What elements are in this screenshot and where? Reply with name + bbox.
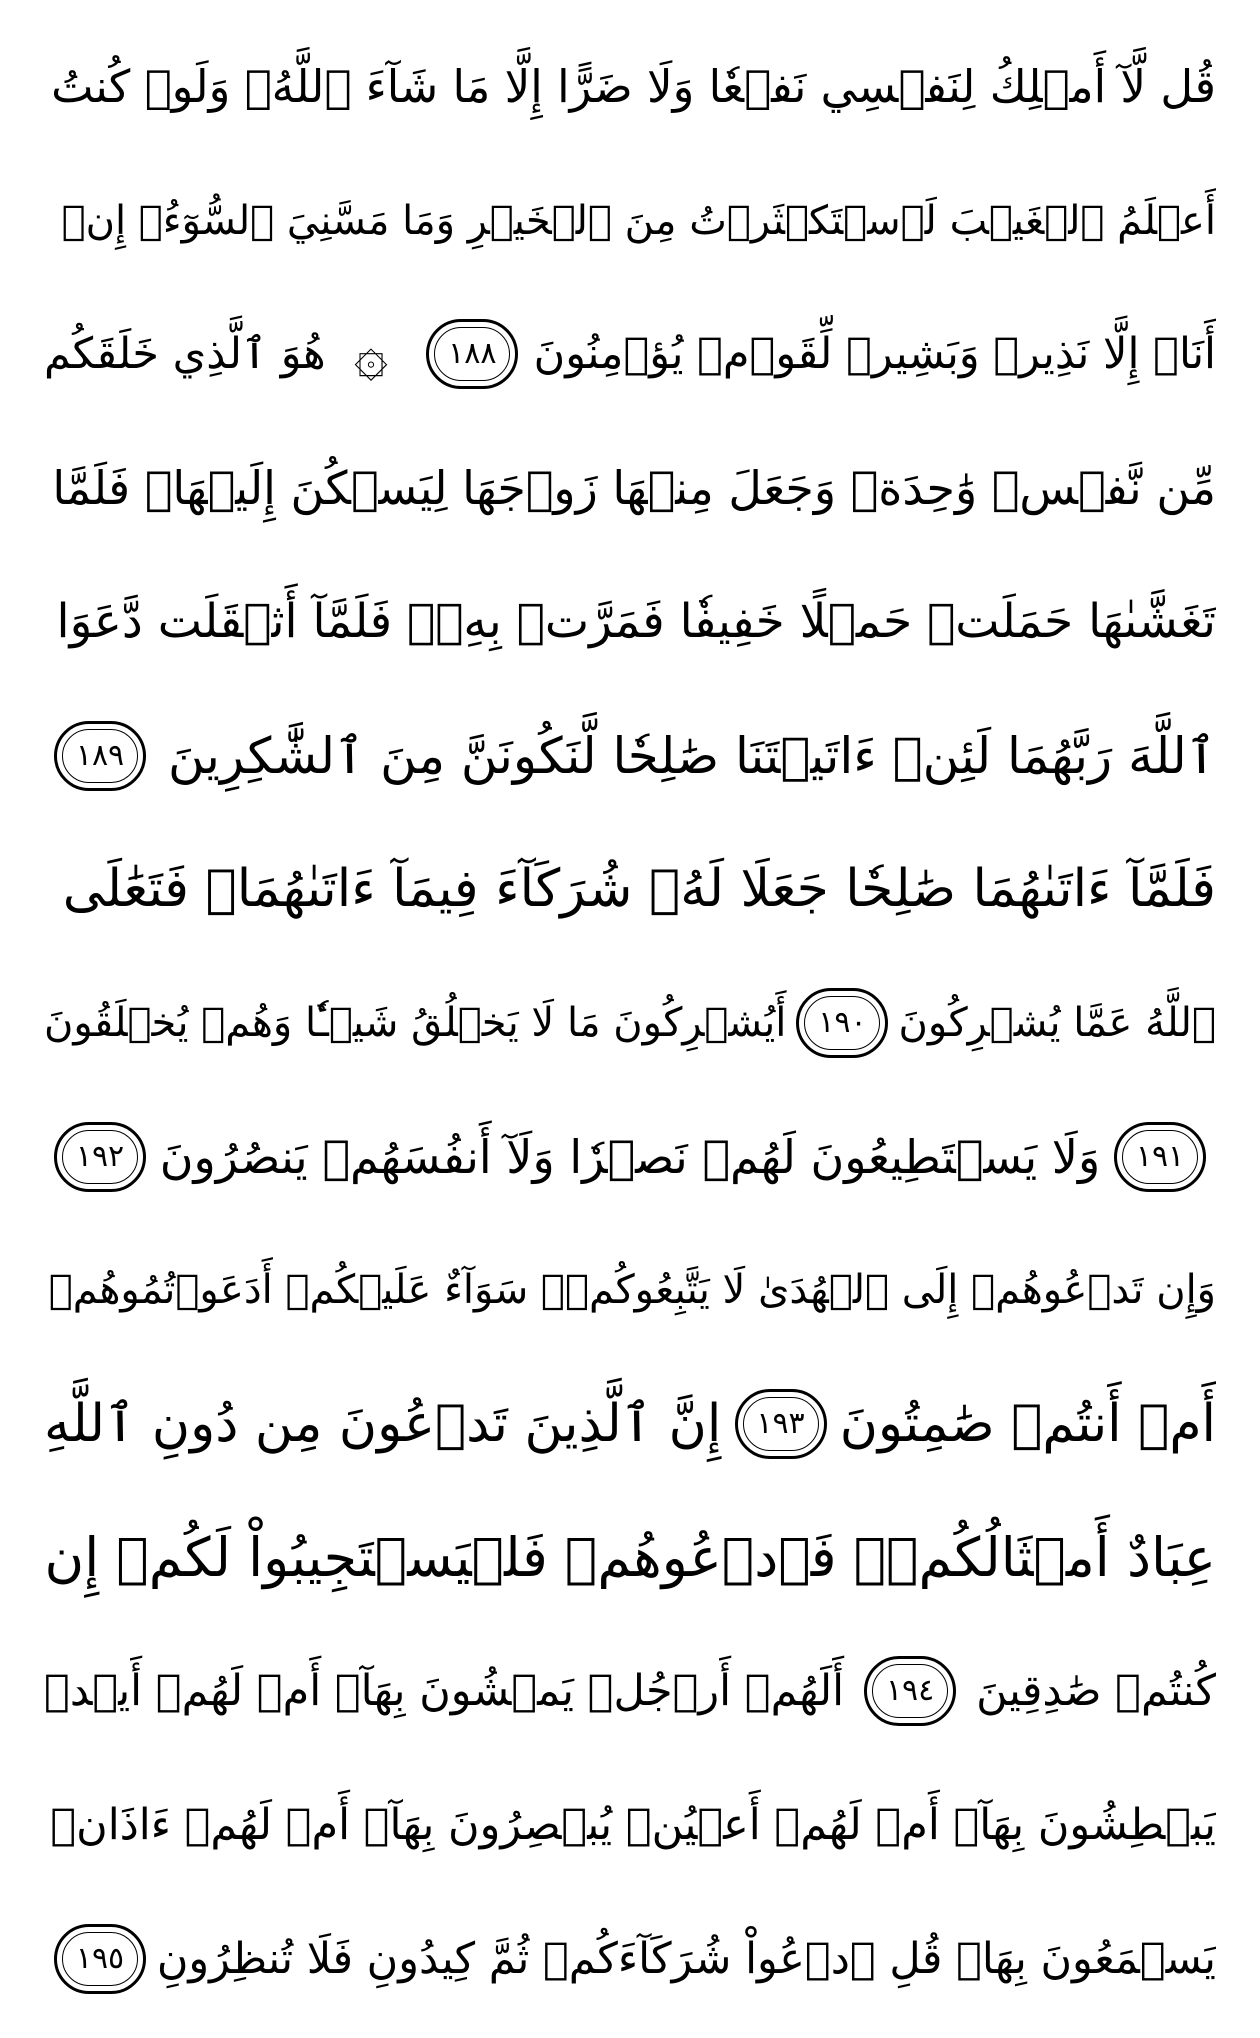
text-line-10 (44, 1231, 1216, 1349)
verse-end-marker (1114, 1122, 1206, 1192)
verse-number: ١٨٨ (448, 336, 497, 372)
line-text: أَعۡلَمُ ٱلۡغَيۡبَ لَٱسۡتَكۡثَرۡتُ مِنَ ٱلۡخَيۡرِ وَمَا مَسَّنِيَ ٱلسُّوٓءُۚ إِنۡ (61, 197, 1216, 244)
text-line-14 (44, 1766, 1216, 1884)
line-text: ٱللَّهَ رَبَّهُمَا لَئِنۡ ءَاتَيۡتَنَا صَٰلِحٗا لَّنَكُونَنَّ مِنَ ٱلشَّٰكِرِينَ (167, 726, 1216, 785)
verse-end-marker (54, 1924, 146, 1994)
text-line-5 (44, 563, 1216, 681)
line-text: أَيُشۡرِكُونَ مَا لَا يَخۡلُقُ شَيۡـٔٗا وَهُمۡ يُخۡلَقُونَ (44, 999, 787, 1046)
text-line-13 (44, 1632, 1216, 1750)
line-text: كُنتُمۡ صَٰدِقِينَ (976, 1666, 1216, 1717)
text-line-2 (44, 162, 1216, 280)
text-line-15 (44, 1900, 1216, 2018)
line-text: فَلَمَّآ ءَاتَىٰهُمَا صَٰلِحٗا جَعَلَا لَهُۥ شُرَكَآءَ فِيمَآ ءَاتَىٰهُمَاۚ فَتَعَٰلَى (62, 859, 1216, 920)
verse-number: ١٩٥ (75, 1940, 125, 1976)
hizb-rub-icon: ۞ (354, 320, 389, 389)
verse-number: ١٨٩ (75, 737, 125, 773)
text-line-6 (44, 697, 1216, 815)
line-text: إِنَّ ٱلَّذِينَ تَدۡعُونَ مِن دُونِ ٱللَّهِ (44, 1394, 722, 1455)
text-line-3 (44, 295, 1216, 413)
line-text: يَسۡمَعُونَ بِهَاۗ قُلِ ٱدۡعُواْ شُرَكَآءَكُمۡ ثُمَّ كِيدُونِ فَلَا تُنظِرُونِ (156, 1933, 1216, 1984)
line-text: أَلَهُمۡ أَرۡجُلٞ يَمۡشُونَ بِهَآۖ أَمۡ لَهُمۡ أَيۡدٖ (44, 1666, 845, 1717)
line-text: يَبۡطِشُونَ بِهَآۖ أَمۡ لَهُمۡ أَعۡيُنٞ يُبۡصِرُونَ بِهَآۖ أَمۡ لَهُمۡ ءَاذَانٞ (50, 1800, 1216, 1851)
verse-end-marker (864, 1656, 956, 1726)
line-text: ٱللَّهُ عَمَّا يُشۡرِكُونَ (898, 999, 1216, 1046)
verse-number: ١٩١ (1135, 1138, 1185, 1174)
verse-end-marker (735, 1389, 827, 1459)
verse-number: ١٩٤ (885, 1673, 935, 1709)
line-text: أَنَا۠ إِلَّا نَذِيرٞ وَبَشِيرٞ لِّقَوۡمٖ يُؤۡمِنُونَ (533, 329, 1216, 380)
verse-number: ١٩٠ (818, 1004, 867, 1040)
text-line-11 (44, 1365, 1216, 1483)
text-line-8 (44, 964, 1216, 1082)
text-line-7 (44, 830, 1216, 948)
line-text: وَلَا يَسۡتَطِيعُونَ لَهُمۡ نَصۡرٗا وَلَآ أَنفُسَهُمۡ يَنصُرُونَ (159, 1129, 1101, 1184)
line-text: وَإِن تَدۡعُوهُمۡ إِلَى ٱلۡهُدَىٰ لَا يَتَّبِعُوكُمۡۚ سَوَآءٌ عَلَيۡكُمۡ أَدَعَوۡتُمُوهُمۡ (48, 1267, 1216, 1314)
line-text: مِّن نَّفۡسٖ وَٰحِدَةٖ وَجَعَلَ مِنۡهَا زَوۡجَهَا لِيَسۡكُنَ إِلَيۡهَاۖ فَلَمَّا (52, 461, 1216, 516)
verse-number: ١٩٢ (75, 1138, 125, 1174)
line-text: هُوَ ٱلَّذِي خَلَقَكُم (44, 329, 326, 380)
line-text: تَغَشَّىٰهَا حَمَلَتۡ حَمۡلًا خَفِيفٗا فَمَرَّتۡ بِهِۦۖ فَلَمَّآ أَثۡقَلَت دَّعَوَا (56, 593, 1216, 649)
verse-end-marker (54, 1122, 146, 1192)
text-line-12 (44, 1499, 1216, 1617)
line-text: أَمۡ أَنتُمۡ صَٰمِتُونَ (839, 1394, 1216, 1455)
line-text: قُل لَّآ أَمۡلِكُ لِنَفۡسِي نَفۡعٗا وَلَا ضَرًّا إِلَّا مَا شَآءَ ٱللَّهُۚ وَلَوۡ كُنتُ (51, 60, 1216, 113)
text-line-1 (44, 28, 1216, 146)
verse-end-marker (426, 319, 518, 389)
text-line-4 (44, 429, 1216, 547)
line-text: عِبَادٌ أَمۡثَالُكُمۡۖ فَٱدۡعُوهُمۡ فَلۡيَسۡتَجِيبُواْ لَكُمۡ إِن (44, 1525, 1216, 1589)
text-line-9 (44, 1098, 1216, 1216)
verse-number: ١٩٣ (756, 1406, 805, 1442)
verse-end-marker (796, 988, 888, 1058)
verse-end-marker (54, 721, 146, 791)
